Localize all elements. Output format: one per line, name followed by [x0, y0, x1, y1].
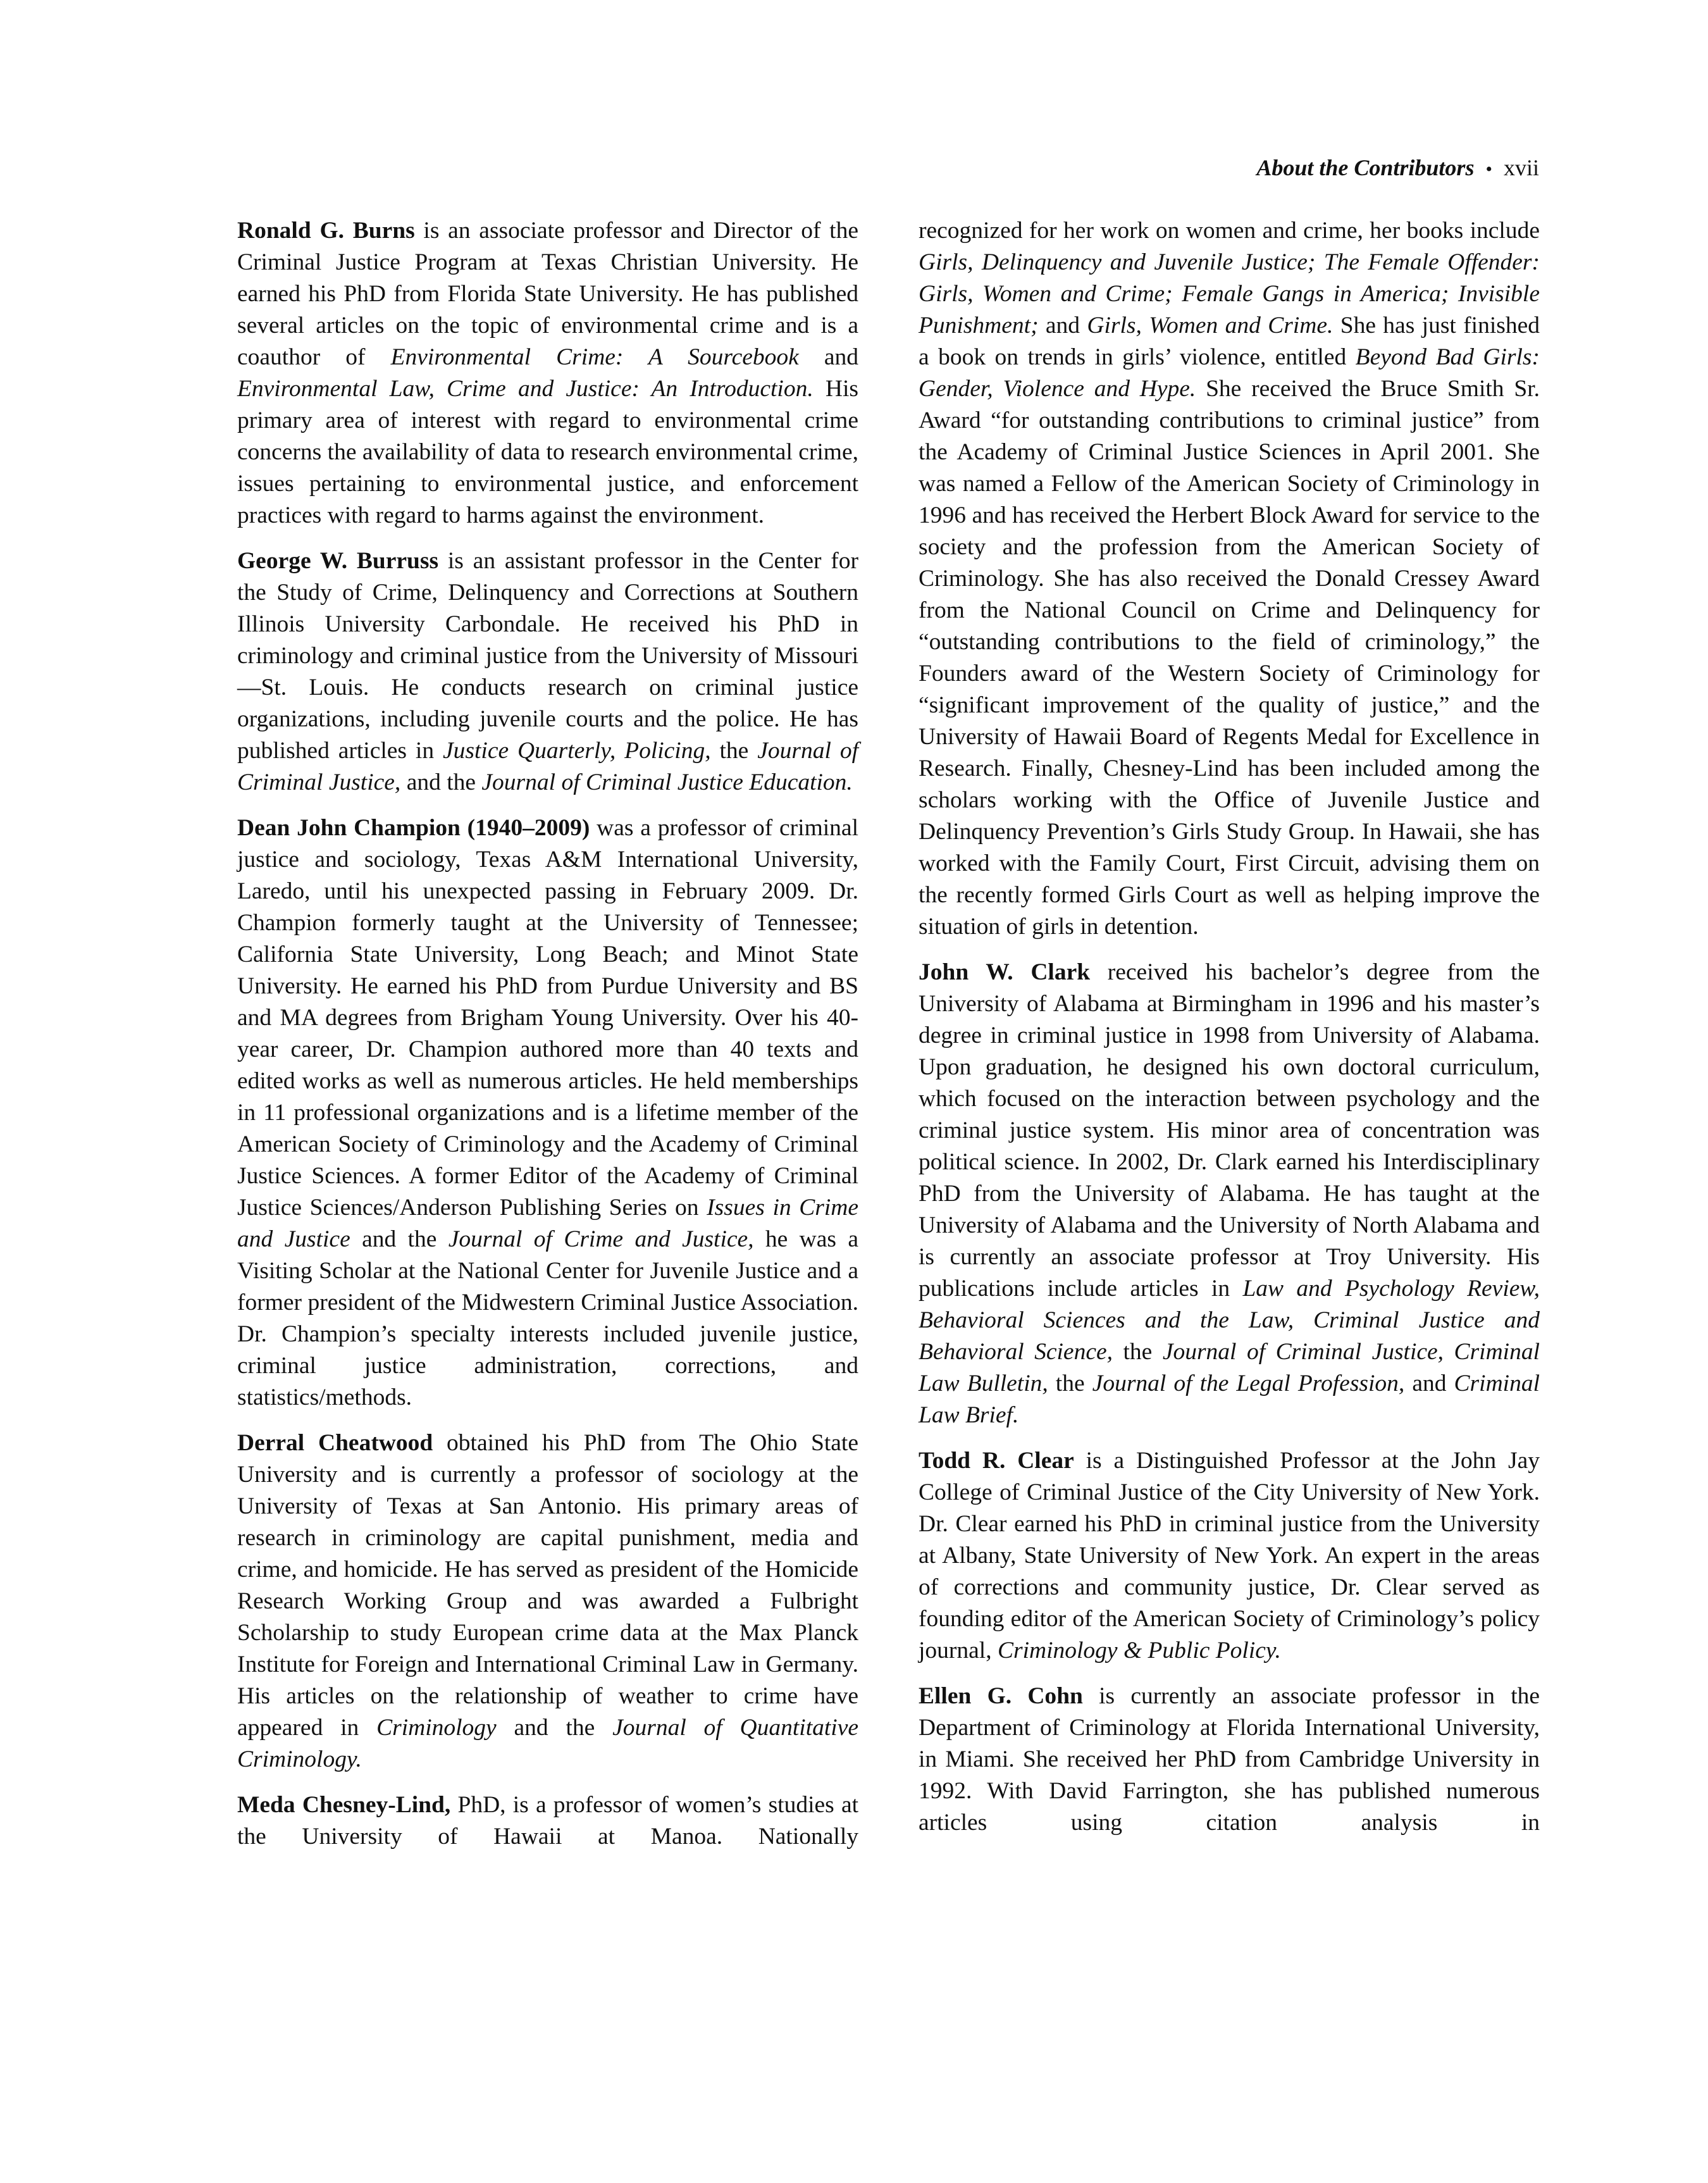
page-number: xvii [1503, 155, 1539, 180]
contributor-name: Ellen G. Cohn [919, 1683, 1083, 1709]
bio-todd-r-clear [919, 1445, 1540, 1667]
bio-text: is an assistant professor in the Center for the Study of Crime, Delinquency and Corrections at Southern Illinois University Carbondale. He received his PhD in criminology and criminal justice from the University of Missouri—St. Louis. He conducts research on criminal justice organizations, including juvenile courts and the police. He has published articles in [237, 548, 858, 764]
bio-text: is currently an associate professor in the Department of Criminology at Florida International University, in Miami. She received her PhD from Cambridge University in 1992. With David Farrington, she has published numerous articles using citation analysis in [919, 1683, 1540, 1836]
bio-text: and [798, 344, 858, 370]
running-header [1256, 152, 1539, 185]
publication-title: Journal of Crime and Justice, [448, 1226, 754, 1252]
contributor-name: Meda Chesney-Lind, [237, 1792, 451, 1818]
publication-title: Beyond Bad Girls: Gender, Violence and Hype. [919, 344, 1540, 402]
publication-title: Environmental Crime: A Sourcebook [390, 344, 799, 370]
contributor-name: Derral Cheatwood [237, 1430, 433, 1456]
bio-text: the [1113, 1339, 1163, 1365]
bio-text: the [1048, 1371, 1092, 1396]
bio-text: She received the Bruce Smith Sr. Award “for outstanding contributions to criminal justice” from the Academy of Criminal Justice Sciences in April 2001. She was named a Fellow of the American Society of Criminology in 1996 and has received the Herbert Block Award for service to the society and the profession from the American Society of Criminology. She has also received the Donald Cressey Award from the National Council on Crime and Delinquency for “outstanding contributions to the field of criminology,” the Founders award of the Western Society of Criminology for “significant improvement of the quality of justice,” and the University of Hawaii Board of Regents Medal for Excellence in Research. Finally, Chesney-Lind has been included among the scholars working with the Office of Juvenile Justice and Delinquency Prevention’s Girls Study Group. In Hawaii, she has worked with the Family Court, First Circuit, advising them on the recently formed Girls Court as well as helping improve the situation of girls in detention. [919, 376, 1540, 940]
bio-derral-cheatwood [237, 1427, 858, 1776]
bio-text: he was a Visiting Scholar at the National Center for Juvenile Justice and a former president of the Midwestern Criminal Justice Association. Dr. Champion’s specialty interests included juvenile justice, criminal justice administration, corrections, and statistics/methods. [237, 1226, 858, 1410]
bio-text: She has just finished a book on trends in girls’ violence, entitled [919, 313, 1540, 370]
publication-title: Journal of Criminal Justice, Criminal Law Bulletin, [919, 1339, 1540, 1396]
bio-text: PhD, is a professor of women’s studies at the University of Hawaii at Manoa. Nationally [237, 1792, 859, 1850]
publication-title: Journal of Criminal Justice, [237, 738, 858, 795]
bio-text: was a professor of criminal justice and sociology, Texas A&M International University, Laredo, until his unexpected passing in February 2009. Dr. Champion formerly taught at the University of Tennessee; California State University, Long Beach; and Minot State University. He earned his PhD from Purdue University and BS and MA degrees from Brigham Young University. Over his 40-year career, Dr. Champion authored more than 40 texts and edited works as well as numerous articles. He held memberships in 11 professional organizations and is a lifetime member of the American Society of Criminology and the Academy of Criminal Justice Sciences. A former Editor of the Academy of Criminal Justice Sciences/Anderson Publishing Series on [237, 815, 858, 1221]
publication-title: Girls, Women and Crime. [1087, 313, 1334, 339]
bio-text: obtained his PhD from The Ohio State University and is currently a professor of sociology at the University of Texas at San Antonio. His primary areas of research in criminology are capital punishment, media and crime, and homicide. He has served as president of the Homicide Research Working Group and was awarded a Fulbright Scholarship to study European crime data at the Max Planck Institute for Foreign and International Criminal Law in Germany. His articles on the relationship of weather to crime have appeared in [237, 1430, 858, 1741]
publication-title: Girls, Delinquency and Juvenile Justice; The Female Offender: Girls, Women and Crime; Female Gangs in America; Invisible Punishment; [919, 249, 1540, 339]
bio-text: recognized for her work on women and crime, her books include [919, 218, 1540, 244]
contributor-name: Ronald G. Burns [237, 218, 415, 244]
publication-title: Criminology & Public Policy. [997, 1638, 1281, 1664]
publication-title: Justice Quarterly, Policing, [443, 738, 711, 764]
publication-title: Issues in Crime and Justice [237, 1195, 858, 1252]
publication-title: Environmental Law, Crime and Justice: An Introduction. [237, 376, 814, 402]
bio-text: is a Distinguished Professor at the John Jay College of Criminal Justice of the City University of New York. Dr. Clear earned his PhD in criminal justice from the University at Albany, State University of New York. An expert in the areas of corrections and community justice, Dr. Clear served as founding editor of the American Society of Criminology’s policy journal, [919, 1448, 1540, 1664]
publication-title: Journal of the Legal Profession, [1092, 1371, 1405, 1396]
left-column [237, 215, 858, 1867]
bio-text: is an associate professor and Director of the Criminal Justice Program at Texas Christian University. He earned his PhD from Florida State University. He has published several articles on the topic of environmental crime and is a coauthor of [237, 218, 858, 370]
bio-text: received his bachelor’s degree from the University of Alabama at Birmingham in 1996 and his master’s degree in criminal justice in 1998 from University of Alabama. Upon graduation, he designed his own doctoral curriculum, which focused on the interaction between psychology and the criminal justice system. His minor area of concentration was political science. In 2002, Dr. Clark earned his Interdisciplinary PhD from the University of Alabama. He has taught at the University of Alabama and the University of North Alabama and is currently an associate professor at Troy University. His publications include articles in [919, 959, 1540, 1302]
bio-text: His primary area of interest with regard to environmental crime concerns the availability of data to research environmental crime, issues pertaining to environmental justice, and enforcement practices with regard to harms against the environment. [237, 376, 858, 528]
bio-text: and [1404, 1371, 1454, 1396]
bio-ronald-g-burns [237, 215, 858, 532]
publication-title: Criminology [376, 1715, 497, 1741]
contributor-name: George W. Burruss [237, 548, 439, 574]
bio-text: and the [350, 1226, 449, 1252]
publication-title: Journal of Quantitative Criminology. [237, 1715, 858, 1772]
bio-john-w-clark [919, 957, 1540, 1431]
contributor-name: Todd R. Clear [919, 1448, 1074, 1474]
bullet-separator: • [1485, 159, 1492, 180]
bio-text: the [710, 738, 758, 764]
publication-title: Criminal Law Brief. [919, 1371, 1540, 1428]
bio-text: and the [400, 769, 482, 795]
publication-title: Law and Psychology Review, Behavioral Sciences and the Law, Criminal Justice and Behavioral Science, [919, 1276, 1540, 1365]
publication-title: Journal of Criminal Justice Education. [481, 769, 853, 795]
bio-george-w-burruss [237, 545, 858, 799]
bio-text: and the [496, 1715, 613, 1741]
section-title: About the Contributors [1256, 155, 1475, 180]
bio-text: and [1038, 313, 1087, 339]
right-column [919, 215, 1540, 1853]
bio-dean-john-champion [237, 812, 858, 1414]
bio-meda-chesney-lind-continued [919, 215, 1540, 943]
contributor-name: John W. Clark [919, 959, 1091, 985]
bio-ellen-g-cohn [919, 1681, 1540, 1839]
contributor-name: Dean John Champion (1940–2009) [237, 815, 590, 841]
bio-meda-chesney-lind [237, 1789, 858, 1853]
